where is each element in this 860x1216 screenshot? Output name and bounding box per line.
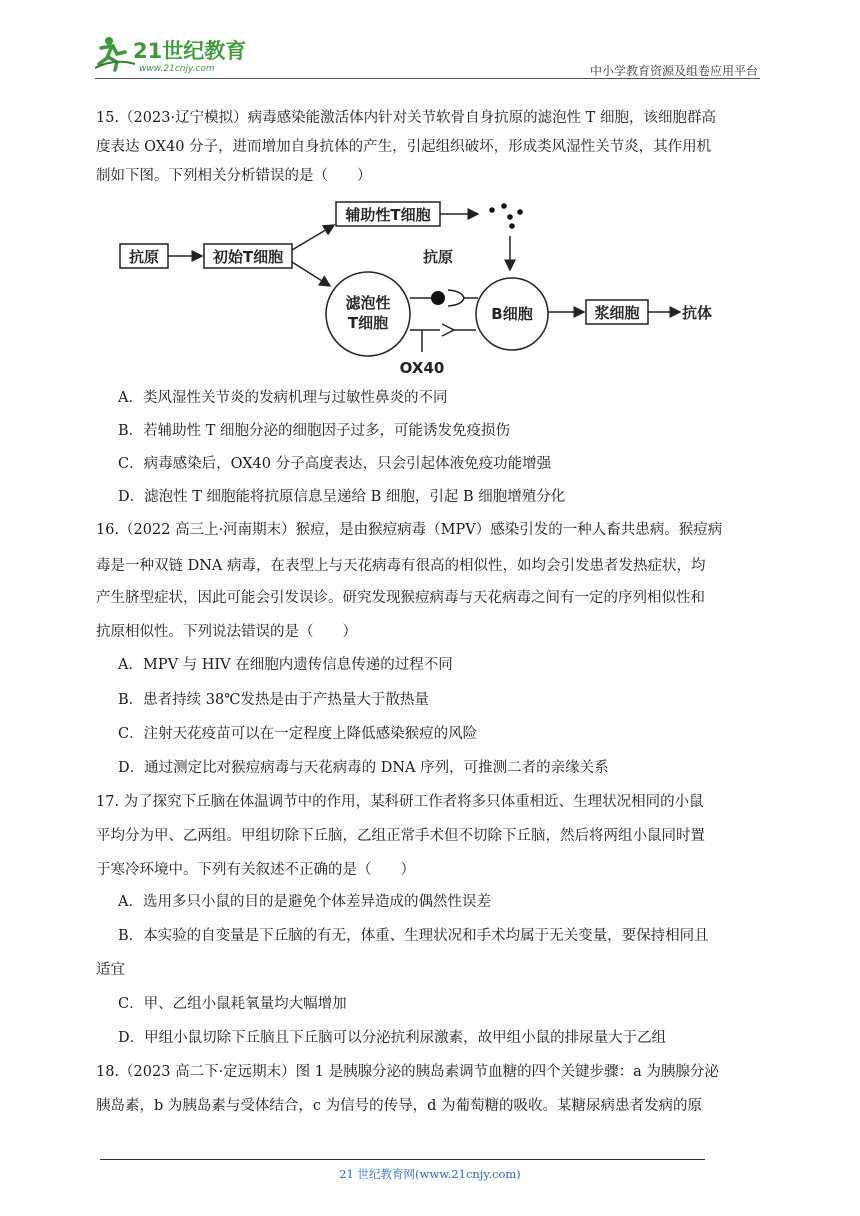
- q16-stem-line1: 16.（2022 高三上·河南期末）猴痘，是由猴痘病毒（MPV）感染引发的一种人畜共患病。猴痘病: [96, 522, 723, 538]
- q16-stem-line2: 毒是一种双链 DNA 病毒，在表型上与天花病毒有很高的相似性，如均会引发患者发热症状，均: [96, 558, 706, 574]
- antibody-label: 抗体: [682, 304, 713, 322]
- cytokine-dots: [489, 203, 523, 229]
- q15-option-d: D．滤泡性 T 细胞能将抗原信息呈递给 B 细胞，引起 B 细胞增殖分化: [118, 489, 566, 505]
- q17-stem-line2: 平均分为甲、乙两组。甲组切除下丘脑，乙组正常手术但不切除下丘脑，然后将两组小鼠同时置: [96, 828, 705, 844]
- antigen-box-label: 抗原: [128, 248, 160, 266]
- q17-option-d: D．甲组小鼠切除下丘脑且下丘脑可以分泌抗利尿激素，故甲组小鼠的排尿量大于乙组: [118, 1030, 667, 1046]
- header-divider: [95, 78, 760, 79]
- q15-option-a: A．类风湿性关节炎的发病机理与过敏性鼻炎的不同: [118, 390, 448, 406]
- antigen-label: 抗原: [422, 248, 454, 266]
- page-header: [95, 26, 760, 82]
- q17-option-b-line2: 适宜: [96, 962, 125, 978]
- naive-t-cell-label: 初始T细胞: [212, 248, 284, 266]
- q17-option-a: A．选用多只小鼠的目的是避免个体差异造成的偶然性误差: [118, 894, 491, 910]
- ox40-label: OX40: [399, 359, 445, 377]
- q18-stem-line2: 胰岛素，b 为胰岛素与受体结合，c 为信号的传导，d 为葡萄糖的吸收。某糖尿病患者发病的原: [96, 1098, 703, 1114]
- q16-stem-line3: 产生脐型症状，因此可能会引发误诊。研究发现猴痘病毒与天花病毒之间有一定的序列相似性和: [96, 590, 705, 606]
- helper-t-cell-label: 辅助性T细胞: [345, 206, 431, 224]
- immune-mechanism-diagram: [118, 190, 738, 380]
- q16-option-d: D．通过测定比对猴痘病毒与天花病毒的 DNA 序列，可推测二者的亲缘关系: [118, 760, 609, 776]
- q18-stem-line1: 18.（2023 高二下·定远期末）图 1 是胰腺分泌的胰岛素调节血糖的四个关键步骤：a 为胰腺分泌: [96, 1064, 719, 1080]
- page-footer: 21 世纪教育网(www.21cnjy.com): [339, 1167, 521, 1181]
- q17-option-b-line1: B．本实验的自变量是下丘脑的有无，体重、生理状况和手术均属于无关变量，要保持相同且: [118, 928, 709, 944]
- q16-stem-line4: 抗原相似性。下列说法错误的是（ ）: [96, 624, 357, 640]
- q16-option-a: A．MPV 与 HIV 在细胞内遗传信息传递的过程不同: [118, 657, 453, 673]
- q15-option-c: C．病毒感染后，OX40 分子高度表达，只会引起体液免疫功能增强: [118, 456, 552, 472]
- q16-option-b: B．患者持续 38℃发热是由于产热量大于散热量: [118, 692, 429, 708]
- follicular-t-label-1: 滤泡性: [345, 294, 391, 312]
- q16-option-c: C．注射天花疫苗可以在一定程度上降低感染猴痘的风险: [118, 726, 478, 742]
- runner-icon: [95, 37, 135, 70]
- follicular-t-label-2: T细胞: [347, 314, 389, 332]
- b-cell-label: B细胞: [491, 305, 533, 323]
- q15-stem-line2: 度表达 OX40 分子，进而增加自身抗体的产生，引起组织破坏，形成类风湿性关节炎，其作用机: [96, 139, 712, 155]
- q17-stem-line1: 17. 为了探究下丘脑在体温调节中的作用，某科研工作者将多只体重相近、生理状况相同的小鼠: [96, 794, 704, 810]
- footer-divider: [100, 1159, 705, 1160]
- logo: [95, 34, 265, 74]
- platform-name: 中小学教育资源及组卷应用平台: [589, 64, 758, 78]
- logo-url: www.21cnjy.com: [139, 64, 215, 74]
- ox40-receptor: [442, 324, 454, 336]
- q15-option-b: B．若辅助性 T 细胞分泌的细胞因子过多，可能诱发免疫损伤: [118, 423, 511, 439]
- plasma-cell-label: 浆细胞: [594, 304, 640, 322]
- b-cell-receptor: [448, 290, 464, 306]
- antigen-dot: [431, 291, 445, 305]
- q17-option-c: C．甲、乙组小鼠耗氧量均大幅增加: [118, 996, 347, 1012]
- q17-stem-line3: 于寒冷环境中。下列有关叙述不正确的是（ ）: [96, 862, 415, 878]
- q15-stem-line1: 15.（2023·辽宁模拟）病毒感染能激活体内针对关节软骨自身抗原的滤泡性 T 细胞，该细胞群高: [96, 110, 716, 126]
- logo-text: 21世纪教育: [133, 39, 247, 63]
- q15-stem-line3: 制如下图。下列相关分析错误的是（ ）: [96, 168, 372, 184]
